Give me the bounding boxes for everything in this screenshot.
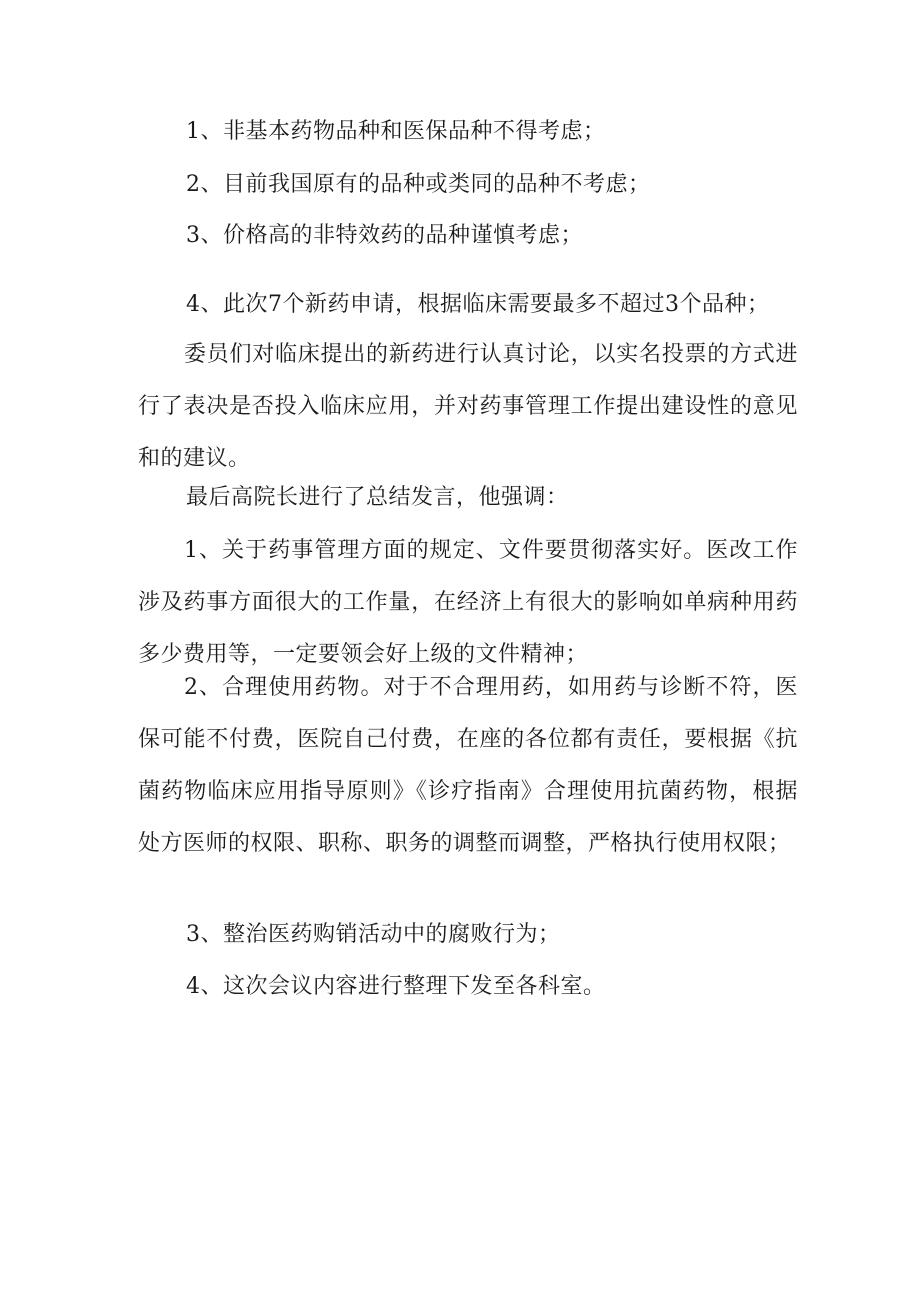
emphasis-item-2: 2、合理使用药物。对于不合理用药，如用药与诊断不符，医保可能不付费，医院自己付费，在座的各位都有责任，要根据《抗菌药物临床应用指导原则》《诊疗指南》合理使用抗菌药物，根据处方医师的权限、职称、职务的调整而调整，严格执行使用权限；	[138, 675, 798, 856]
principle-item-3: 3、价格高的非特效药的品种谨慎考虑；	[186, 223, 583, 248]
principle-item-1: 1、非基本药物品种和医保品种不得考虑；	[186, 119, 606, 144]
principle-item-2: 2、目前我国原有的品种或类同的品种不考虑；	[186, 172, 651, 197]
emphasis-item-3: 3、整治医药购销活动中的腐败行为；	[186, 922, 561, 947]
summary-intro: 最后高院长进行了总结发言，他强调：	[186, 485, 569, 510]
discussion-paragraph: 委员们对临床提出的新药进行认真讨论，以实名投票的方式进行了表决是否投入临床应用，并对药事管理工作提出建设性的意见和的建议。	[138, 342, 798, 471]
emphasis-item-4: 4、这次会议内容进行整理下发至各科室。	[186, 974, 606, 999]
emphasis-item-1: 1、关于药事管理方面的规定、文件要贯彻落实好。医改工作涉及药事方面很大的工作量，在经济上有很大的影响如单病种用药多少费用等，一定要领会好上级的文件精神；	[138, 538, 798, 667]
principle-item-4: 4、此次7个新药申请，根据临床需要最多不超过3个品种；	[186, 292, 770, 317]
